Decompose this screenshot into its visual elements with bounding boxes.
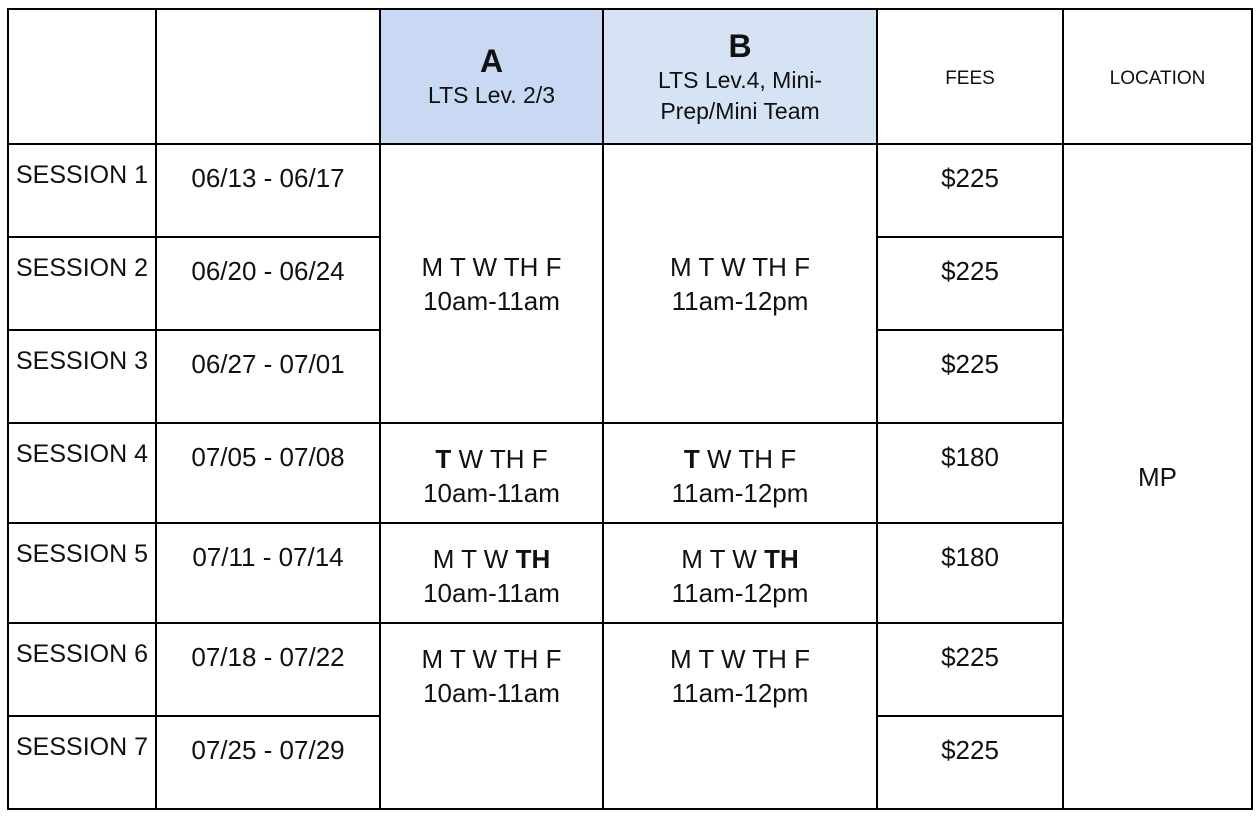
header-location: LOCATION — [1063, 9, 1252, 144]
header-empty-cell — [156, 9, 380, 144]
group-a-label: LTS Lev. 2/3 — [428, 82, 555, 108]
session-fee: $225 — [877, 330, 1063, 423]
session-fee: $225 — [877, 237, 1063, 330]
session-dates: 06/27 - 07/01 — [156, 330, 380, 423]
header-fees: FEES — [877, 9, 1063, 144]
session-label: SESSION 7 — [8, 716, 156, 809]
session-dates: 07/25 - 07/29 — [156, 716, 380, 809]
group-b-letter: B — [728, 27, 752, 64]
group-a-letter: A — [479, 43, 504, 79]
session-dates: 07/05 - 07/08 — [156, 423, 380, 523]
session-label: SESSION 3 — [8, 330, 156, 423]
schedule-b-block-2: T W TH F 11am-12pm — [603, 423, 877, 523]
schedule-b-block-1: M T W TH F 11am-12pm — [603, 144, 877, 423]
schedule-a-block-4: M T W TH F 10am-11am — [380, 623, 603, 809]
table-row — [8, 144, 1252, 237]
schedule-b-block-4: M T W TH F 11am-12pm — [603, 623, 877, 809]
session-fee: $225 — [877, 716, 1063, 809]
session-dates: 07/11 - 07/14 — [156, 523, 380, 623]
session-schedule-table — [7, 8, 1253, 810]
session-fee: $180 — [877, 423, 1063, 523]
session-fee: $225 — [877, 144, 1063, 237]
session-fee: $225 — [877, 623, 1063, 716]
schedule-a-block-2: T W TH F 10am-11am — [380, 423, 603, 523]
header-empty-cell — [8, 9, 156, 144]
session-dates: 06/13 - 06/17 — [156, 144, 380, 237]
session-dates: 07/18 - 07/22 — [156, 623, 380, 716]
session-label: SESSION 4 — [8, 423, 156, 523]
header-row — [8, 9, 1252, 144]
session-label: SESSION 2 — [8, 237, 156, 330]
session-fee: $180 — [877, 523, 1063, 623]
header-group-b — [603, 9, 877, 144]
header-group-a — [380, 9, 603, 144]
session-dates: 06/20 - 06/24 — [156, 237, 380, 330]
schedule-b-block-3: M T W TH 11am-12pm — [603, 523, 877, 623]
schedule-a-block-1: M T W TH F 10am-11am — [380, 144, 603, 423]
session-label: SESSION 6 — [8, 623, 156, 716]
location-cell: MP — [1063, 144, 1252, 809]
session-label: SESSION 5 — [8, 523, 156, 623]
schedule-a-block-3: M T W TH 10am-11am — [380, 523, 603, 623]
group-b-label: LTS Lev.4, Mini-Prep/Mini Team — [657, 66, 823, 124]
session-label: SESSION 1 — [8, 144, 156, 237]
